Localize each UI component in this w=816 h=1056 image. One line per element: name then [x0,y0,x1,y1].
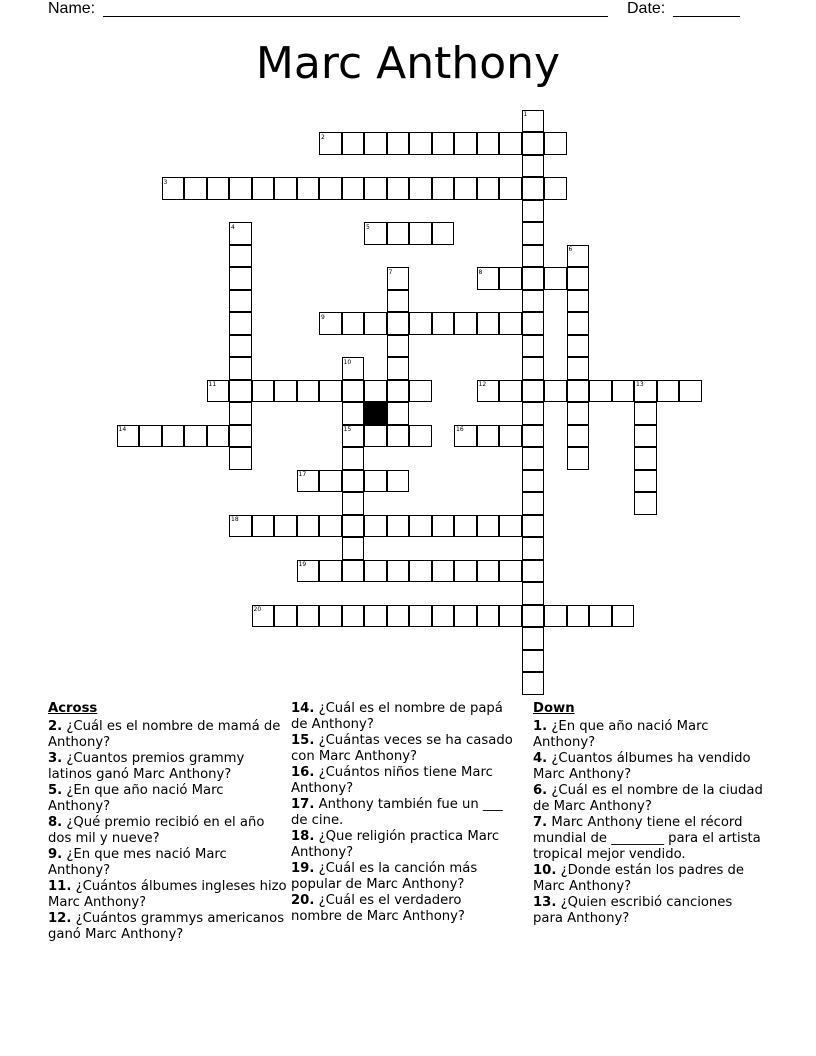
clue-number-5: 5 [366,223,370,231]
grid-cell[interactable] [657,380,680,403]
grid-cell[interactable] [522,267,545,290]
grid-cell[interactable] [522,312,545,335]
clue-number-3: 3 [163,178,168,186]
grid-cell[interactable] [477,560,500,583]
clue-number: 13. [533,895,557,910]
clue-number-2: 2 [321,133,325,141]
grid-cell[interactable] [387,605,410,628]
clue-item [533,719,763,751]
grid-cell[interactable] [364,380,387,403]
grid-cell[interactable] [522,177,545,200]
clue-number-11: 11 [208,381,217,388]
grid-cell[interactable] [499,312,522,335]
clue-text: ¿Quien escribió canciones para Anthony? [533,895,733,926]
grid-cell[interactable] [387,515,410,538]
clue-number: 14. [291,701,315,716]
grid-cell[interactable] [477,312,500,335]
clue-number-6: 6 [568,246,573,253]
grid-cell[interactable] [454,515,477,538]
grid-cell[interactable] [229,290,252,313]
grid-cell[interactable] [364,132,387,155]
page-title: Marc Anthony [255,38,561,89]
grid-cell[interactable] [522,335,545,358]
grid-cell[interactable] [342,402,365,425]
grid-cell[interactable] [364,177,387,200]
grid-cell[interactable] [342,470,365,493]
grid-cell[interactable] [387,312,410,335]
clue-number: 17. [291,797,315,812]
black-square [364,402,387,425]
grid-cell[interactable] [409,132,432,155]
clue-text: ¿En que mes nació Marc Anthony? [48,847,227,878]
grid-cell[interactable] [544,380,567,403]
clue-number-19: 19 [298,561,307,568]
grid-cell[interactable] [274,177,297,200]
grid-cell[interactable] [274,380,297,403]
clue-text: ¿Donde están los padres de Marc Anthony? [533,863,745,894]
grid-cell[interactable] [342,492,365,515]
grid-cell[interactable] [679,380,702,403]
clue-item [291,893,516,925]
grid-cell[interactable] [364,312,387,335]
grid-cell[interactable] [522,402,545,425]
clue-number: 4. [533,751,548,766]
clue-number-20: 20 [253,606,262,613]
grid-cell[interactable] [387,132,410,155]
grid-cell[interactable] [499,132,522,155]
grid-cell[interactable] [409,177,432,200]
grid-cell[interactable] [522,605,545,628]
grid-cell[interactable] [252,380,275,403]
grid-cell[interactable] [567,605,590,628]
across-clues-column-2 [291,701,516,925]
clue-number: 15. [291,733,315,748]
grid-cell[interactable] [342,560,365,583]
grid-cell[interactable] [477,177,500,200]
grid-cell[interactable] [567,335,590,358]
grid-cell[interactable] [229,312,252,335]
grid-cell[interactable] [139,425,162,448]
grid-cell[interactable] [432,177,455,200]
grid-cell[interactable] [252,515,275,538]
clue-number-7: 7 [388,268,393,276]
clue-item [291,829,516,861]
clue-number-13: 13 [636,381,644,388]
grid-cell[interactable] [387,470,410,493]
clue-item [48,783,288,815]
clue-number: 16. [291,765,315,780]
grid-cell[interactable] [184,425,207,448]
grid-cell[interactable] [297,515,320,538]
grid-cell[interactable] [544,605,567,628]
grid-cell[interactable] [409,222,432,245]
clue-number: 19. [291,861,315,876]
grid-cell[interactable] [184,177,207,200]
grid-cell[interactable] [229,335,252,358]
grid-cell[interactable] [477,132,500,155]
clue-text: ¿Que religión practica Marc Anthony? [291,829,500,860]
clue-number: 3. [48,751,63,766]
grid-cell[interactable] [409,560,432,583]
grid-cell[interactable] [567,267,590,290]
grid-cell[interactable] [499,605,522,628]
grid-cell[interactable] [634,470,657,493]
clue-item [48,751,288,783]
clue-number: 2. [48,719,63,734]
grid-cell[interactable] [229,380,252,403]
grid-cell[interactable] [229,245,252,268]
grid-cell[interactable] [432,132,455,155]
clue-item [48,815,288,847]
grid-cell[interactable] [364,515,387,538]
grid-cell[interactable] [387,425,410,448]
grid-cell[interactable] [522,155,545,178]
grid-cell[interactable] [319,380,342,403]
grid-cell[interactable] [409,380,432,403]
grid-cell[interactable] [342,447,365,470]
grid-cell[interactable] [499,560,522,583]
clue-number-16: 16 [456,426,464,433]
grid-cell[interactable] [387,177,410,200]
grid-cell[interactable] [319,560,342,583]
grid-cell[interactable] [567,290,590,313]
clue-number: 12. [48,911,72,926]
clue-number-18: 18 [231,516,239,523]
grid-cell[interactable] [409,605,432,628]
grid-cell[interactable] [364,425,387,448]
grid-cell[interactable] [454,605,477,628]
grid-cell[interactable] [274,515,297,538]
grid-cell[interactable] [229,177,252,200]
clue-number-15: 15 [343,426,352,433]
clue-number: 1. [533,719,548,734]
grid-cell[interactable] [567,312,590,335]
grid-cell[interactable] [522,672,545,695]
down-heading: Down [533,701,575,716]
clue-number-14: 14 [118,426,127,433]
grid-cell[interactable] [342,177,365,200]
grid-cell[interactable] [229,267,252,290]
grid-cell[interactable] [499,425,522,448]
clue-text: ¿Cuantos álbumes ha vendido Marc Anthony? [533,751,751,782]
clue-item [533,815,763,863]
clue-number: 20. [291,893,315,908]
grid-cell[interactable] [162,425,185,448]
clue-item [533,863,763,895]
grid-cell[interactable] [207,177,230,200]
clue-number: 7. [533,815,548,830]
grid-cell[interactable] [522,515,545,538]
grid-cell[interactable] [252,177,275,200]
grid-cell[interactable] [522,582,545,605]
date-label: Date: [627,0,666,17]
clue-number: 9. [48,847,63,862]
clue-item [48,879,288,911]
clue-text: ¿En que año nació Marc Anthony? [533,719,709,750]
grid-cell[interactable] [319,177,342,200]
clue-text: ¿Cuántos grammys americanos ganó Marc Anthony? [48,911,285,942]
clue-item [48,911,288,943]
grid-cell[interactable] [432,222,455,245]
grid-cell[interactable] [567,357,590,380]
across-heading: Across [48,701,98,716]
grid-cell[interactable] [387,560,410,583]
grid-cell[interactable] [567,380,590,403]
grid-cell[interactable] [612,605,635,628]
grid-cell[interactable] [432,312,455,335]
grid-cell[interactable] [454,132,477,155]
clue-text: ¿Cuál es el nombre de la ciudad de Marc Anthony? [533,783,763,814]
clue-text: ¿Cuántas veces se ha casado con Marc Anthony? [291,733,513,764]
clue-text: ¿Cuál es el nombre de papá de Anthony? [291,701,503,732]
grid-cell[interactable] [589,605,612,628]
grid-cell[interactable] [522,470,545,493]
clue-number: 6. [533,783,548,798]
grid-cell[interactable] [387,290,410,313]
grid-cell[interactable] [409,312,432,335]
grid-cell[interactable] [387,402,410,425]
across-clues-column-1 [48,701,288,943]
grid-cell[interactable] [522,245,545,268]
grid-cell[interactable] [499,515,522,538]
clue-number: 18. [291,829,315,844]
grid-cell[interactable] [364,470,387,493]
clue-text: ¿Qué premio recibió en el año dos mil y nueve? [48,815,265,846]
grid-cell[interactable] [342,515,365,538]
down-clues-column [533,701,763,927]
clue-number: 11. [48,879,72,894]
grid-cell[interactable] [454,177,477,200]
grid-cell[interactable] [634,447,657,470]
clue-text: Anthony también fue un ___ de cine. [291,797,503,828]
clue-number-4: 4 [231,223,235,231]
grid-cell[interactable] [522,447,545,470]
clue-number-1: 1 [523,111,528,118]
clue-text: ¿Cuál es el verdadero nombre de Marc Anthony? [291,893,465,924]
grid-cell[interactable] [229,402,252,425]
clue-item [533,751,763,783]
clue-item [291,733,516,765]
grid-cell[interactable] [544,132,567,155]
clue-number: 8. [48,815,63,830]
grid-cell[interactable] [342,380,365,403]
clue-item [291,797,516,829]
grid-cell[interactable] [634,425,657,448]
grid-cell[interactable] [522,222,545,245]
grid-cell[interactable] [229,447,252,470]
clue-item [291,701,516,733]
grid-cell[interactable] [477,605,500,628]
clue-item [533,895,763,927]
grid-cell[interactable] [589,380,612,403]
clue-item [291,765,516,797]
grid-cell[interactable] [567,402,590,425]
clue-text: Marc Anthony tiene el récord mundial de ________ para el artista tropical mejor vendido. [533,815,761,862]
grid-cell[interactable] [522,560,545,583]
clue-text: ¿Cuál es el nombre de mamá de Anthony? [48,719,281,750]
grid-cell[interactable] [567,447,590,470]
clue-text: ¿Cuántos álbumes ingleses hizo Marc Anthony? [48,879,287,910]
grid-cell[interactable] [522,357,545,380]
grid-cell[interactable] [567,425,590,448]
grid-cell[interactable] [634,492,657,515]
grid-cell[interactable] [387,222,410,245]
grid-cell[interactable] [612,380,635,403]
clue-text: ¿Cuántos niños tiene Marc Anthony? [291,765,493,796]
grid-cell[interactable] [387,380,410,403]
grid-cell[interactable] [274,605,297,628]
clue-number-10: 10 [343,358,352,366]
grid-cell[interactable] [454,560,477,583]
grid-cell[interactable] [499,380,522,403]
grid-cell[interactable] [229,425,252,448]
clue-item [48,847,288,879]
grid-cell[interactable] [522,537,545,560]
grid-cell[interactable] [207,425,230,448]
grid-cell[interactable] [499,267,522,290]
grid-cell[interactable] [387,335,410,358]
grid-cell[interactable] [342,605,365,628]
grid-cell[interactable] [522,425,545,448]
clue-number-9: 9 [321,313,325,321]
grid-cell[interactable] [522,627,545,650]
grid-cell[interactable] [432,515,455,538]
grid-cell[interactable] [544,267,567,290]
grid-cell[interactable] [319,515,342,538]
grid-cell[interactable] [387,357,410,380]
grid-cell[interactable] [297,605,320,628]
grid-cell[interactable] [297,177,320,200]
clue-text: ¿Cuantos premios grammy latinos ganó Marc Anthony? [48,751,245,782]
grid-cell[interactable] [477,515,500,538]
clue-text: ¿En que año nació Marc Anthony? [48,783,224,814]
grid-cell[interactable] [342,312,365,335]
grid-cell[interactable] [522,200,545,223]
grid-cell[interactable] [454,312,477,335]
clue-number: 10. [533,863,557,878]
grid-cell[interactable] [522,132,545,155]
grid-cell[interactable] [319,605,342,628]
grid-cell[interactable] [364,605,387,628]
grid-cell[interactable] [342,132,365,155]
grid-cell[interactable] [499,177,522,200]
grid-cell[interactable] [319,470,342,493]
clue-number: 5. [48,783,63,798]
grid-cell[interactable] [634,402,657,425]
name-label: Name: [48,0,96,17]
clue-text: ¿Cuál es la canción más popular de Marc Anthony? [291,861,478,892]
grid-cell[interactable] [522,650,545,673]
clue-item [291,861,516,893]
clue-item [48,719,288,751]
clue-number-17: 17 [298,471,307,478]
clue-number-12: 12 [478,381,487,388]
grid-cell[interactable] [522,380,545,403]
clue-item [533,783,763,815]
grid-cell[interactable] [409,425,432,448]
grid-cell[interactable] [432,605,455,628]
grid-cell[interactable] [342,537,365,560]
grid-cell[interactable] [522,290,545,313]
grid-cell[interactable] [477,425,500,448]
grid-cell[interactable] [364,560,387,583]
clue-number-8: 8 [478,268,483,276]
grid-cell[interactable] [409,515,432,538]
grid-cell[interactable] [297,380,320,403]
grid-cell[interactable] [432,560,455,583]
grid-cell[interactable] [544,177,567,200]
grid-cell[interactable] [522,492,545,515]
grid-cell[interactable] [229,357,252,380]
